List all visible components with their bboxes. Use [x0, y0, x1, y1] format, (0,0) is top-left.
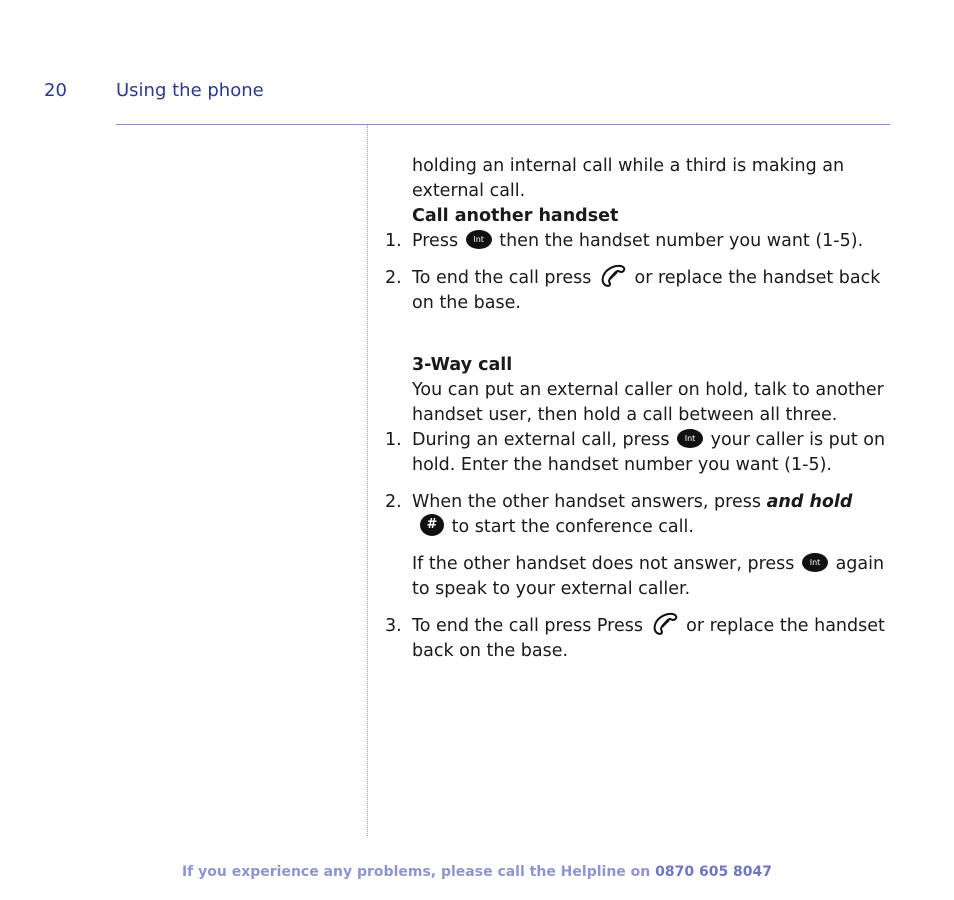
section-title: Using the phone	[116, 80, 264, 101]
note-text: again to speak to your external caller.	[412, 554, 885, 599]
three-way-step-3	[385, 614, 886, 664]
three-way-step-1	[385, 428, 886, 478]
step-number: 2.	[385, 268, 402, 288]
helpline-footer	[0, 864, 954, 880]
step-text: Press	[412, 231, 459, 251]
helpline-number: 0870 605 8047	[655, 864, 773, 880]
int-key-icon: Int	[802, 553, 828, 572]
three-way-intro: You can put an external caller on hold, talk to another handset user, then hold a call between all three.	[412, 380, 884, 425]
three-way-heading: 3-Way call	[412, 355, 513, 375]
header-divider	[116, 124, 890, 125]
end-call-icon	[652, 612, 678, 636]
step-text: To end the call press Press	[412, 616, 643, 636]
step-number: 2.	[385, 492, 402, 512]
call-another-handset-heading: Call another handset	[412, 206, 619, 226]
step-number: 1.	[385, 231, 402, 251]
step-text: then the handset number you want (1-5).	[499, 231, 864, 251]
step-number: 1.	[385, 430, 402, 450]
main-content	[385, 154, 886, 676]
note-text: If the other handset does not answer, press	[412, 554, 795, 574]
call-another-step-2	[385, 266, 886, 316]
intro-paragraph: holding an internal call while a third is making an external call.	[412, 156, 845, 201]
step-text: or replace the handset back on the base.	[412, 268, 881, 313]
int-key-icon: Int	[466, 230, 492, 249]
step-emphasis: and hold	[766, 492, 853, 512]
column-divider	[367, 125, 368, 836]
end-call-icon	[600, 264, 626, 288]
step-text: or replace the handset back on the base.	[412, 616, 885, 661]
int-key-icon: Int	[677, 429, 703, 448]
page-number: 20	[44, 80, 67, 101]
three-way-step-2	[385, 490, 886, 540]
step-number: 3.	[385, 616, 402, 636]
call-another-step-1	[385, 229, 886, 254]
hash-key-icon: #	[420, 514, 444, 536]
step-text: your caller is put on hold. Enter the handset number you want (1-5).	[412, 430, 886, 475]
footer-text: If you experience any problems, please call the Helpline on	[181, 864, 651, 880]
step-text: When the other handset answers, press	[412, 492, 761, 512]
step-text: During an external call, press	[412, 430, 670, 450]
step-text: to start the conference call.	[451, 517, 694, 537]
three-way-note	[412, 552, 886, 602]
step-text: To end the call press	[412, 268, 592, 288]
